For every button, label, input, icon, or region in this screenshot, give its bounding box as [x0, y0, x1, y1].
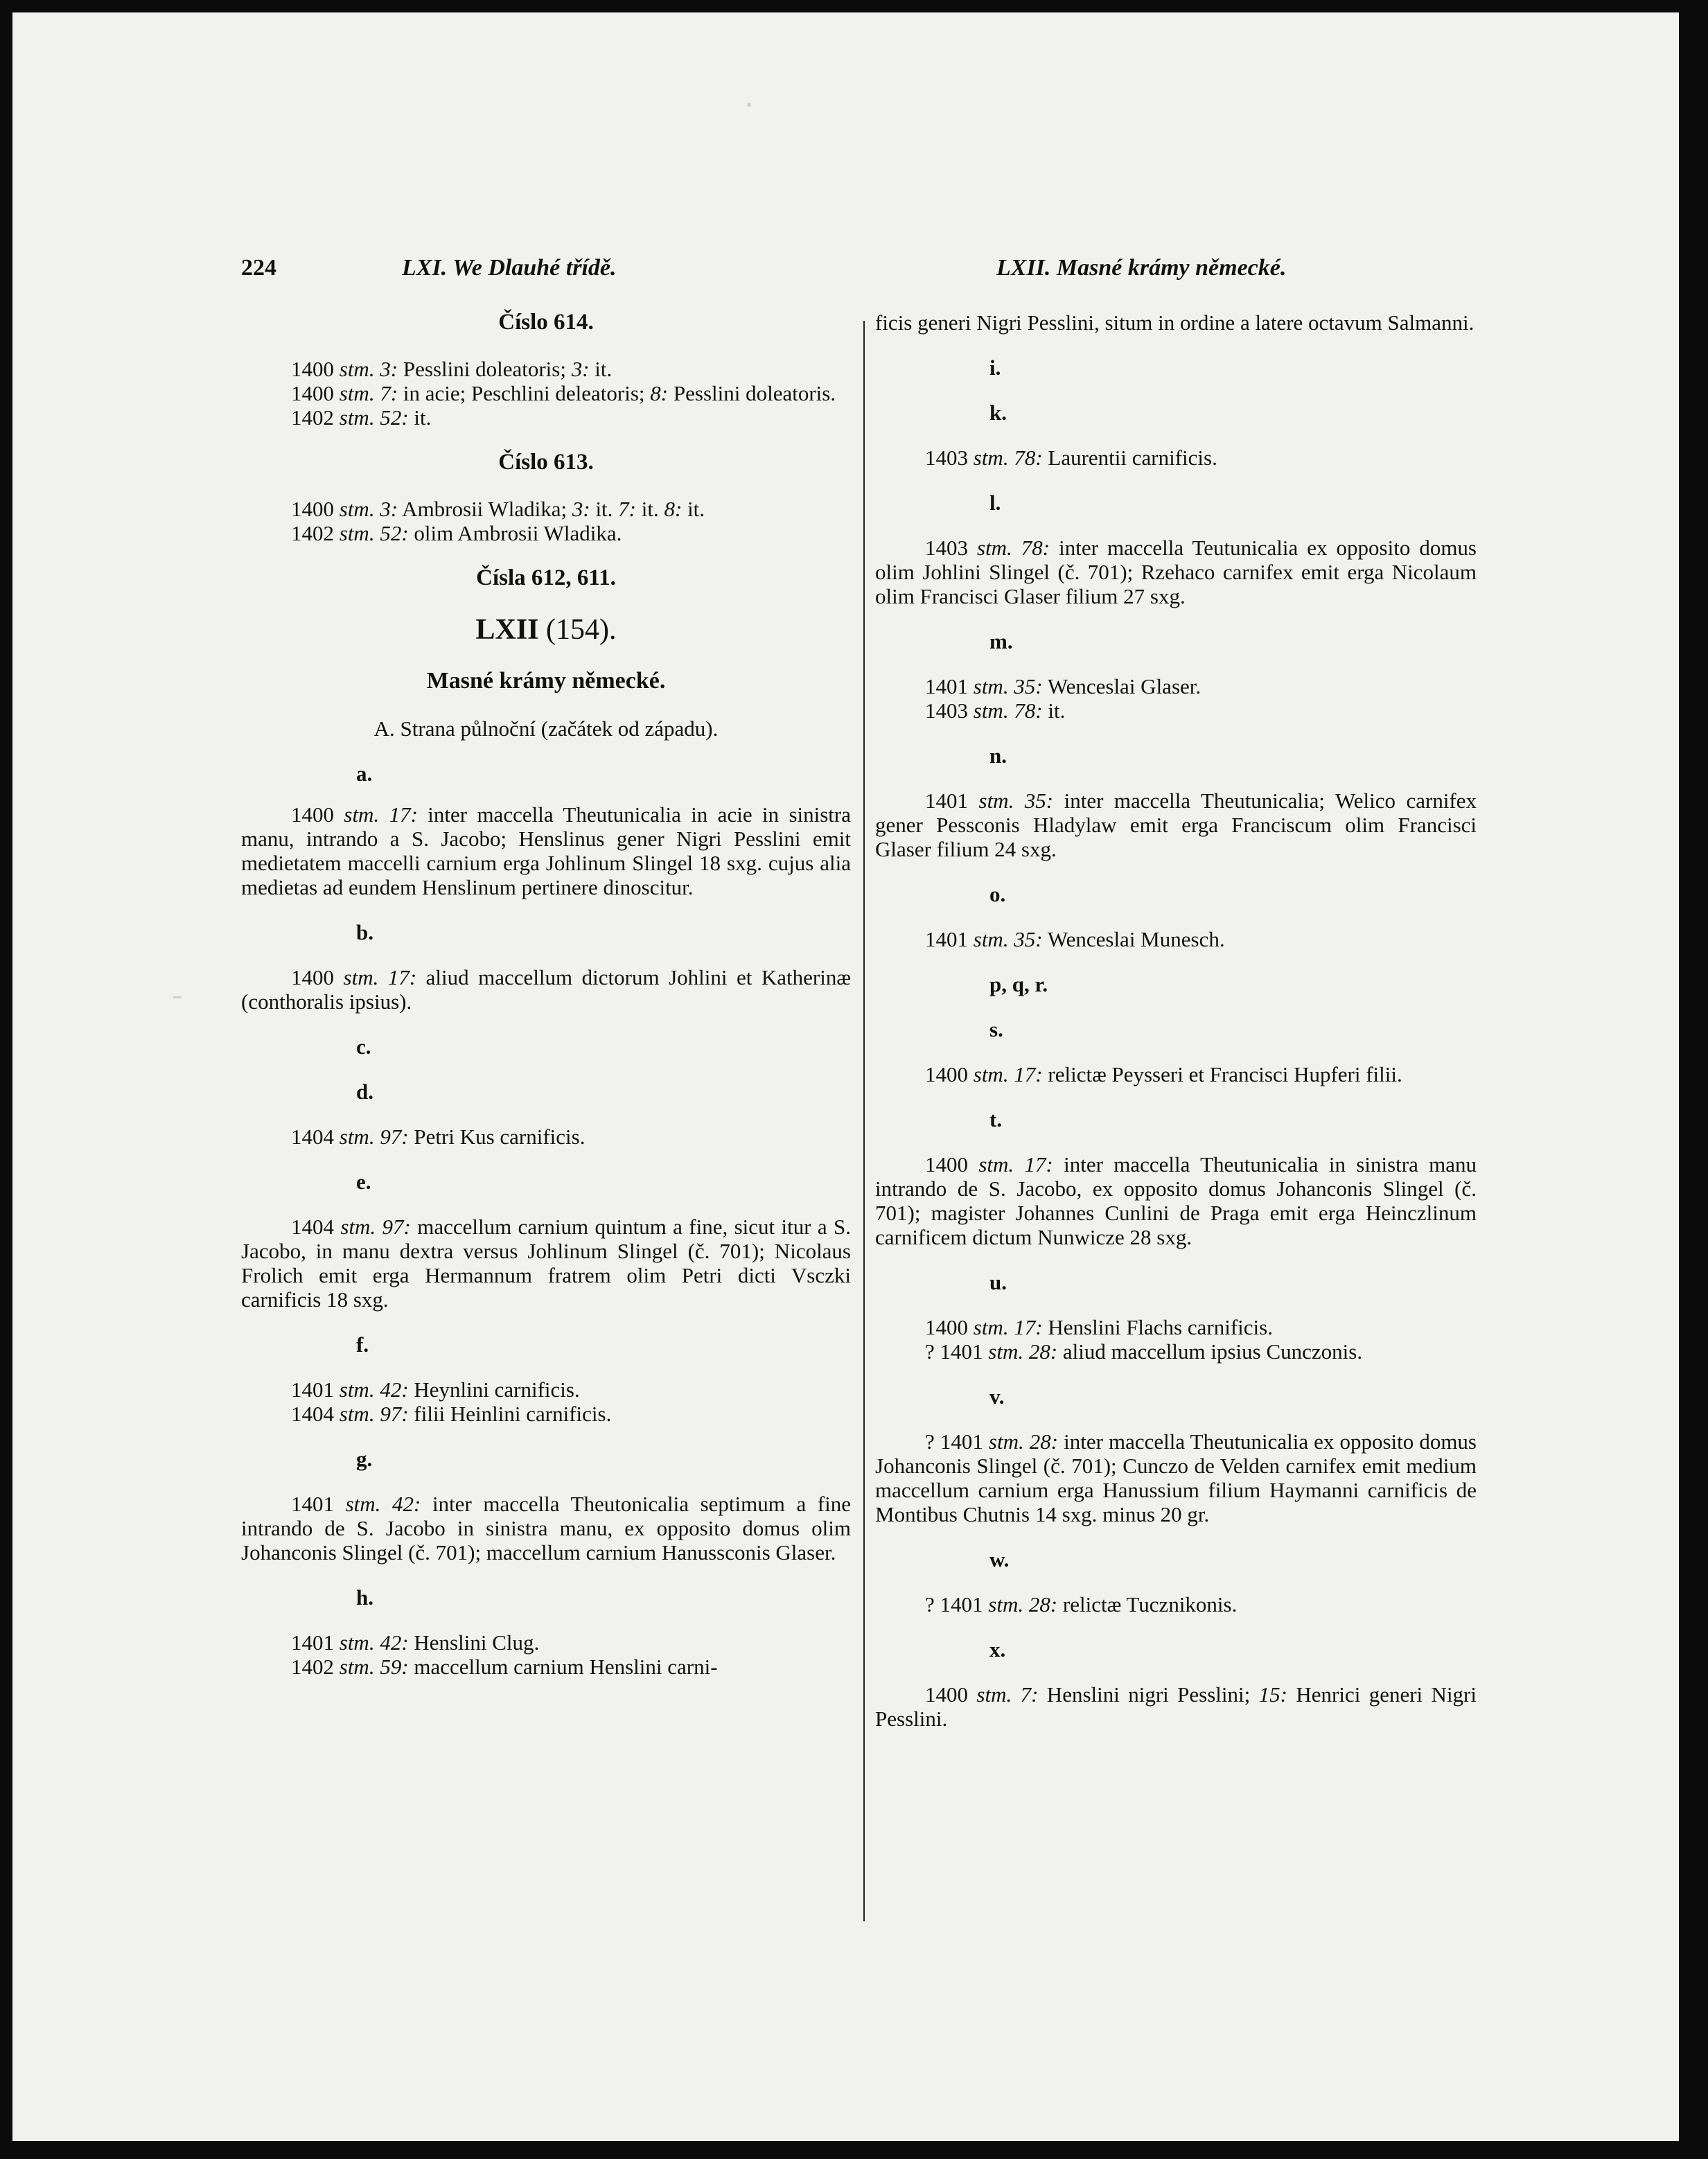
letter-n: n. — [989, 743, 1007, 768]
letter-k: k. — [989, 400, 1007, 425]
letter-v: v. — [989, 1384, 1005, 1409]
entry-v: ? 1401 stm. 28: inter maccella Theutunicalia ex opposito domus Johanconis Slingel (č. 701); Cunczo de Velden carnifex emit medium maccellum carnium erga Hanussium filium Haymanni carnificis de Montibus Chutnis 14 sxg. minus 20 gr. — [875, 1429, 1477, 1526]
letter-e: e. — [356, 1170, 371, 1194]
chapter-title: LXII (154). — [475, 614, 617, 646]
letter-f: f. — [356, 1332, 369, 1357]
scanned-page — [12, 12, 1679, 2141]
letter-t: t. — [989, 1107, 1003, 1131]
letter-u: u. — [989, 1270, 1007, 1294]
entry-a: 1400 stm. 17: inter maccella Theutunicalia in acie in sinistra manu, intrando a S. Jacobo; Henslinus gener Nigri Pesslini emit medietatem maccelli carnium erga Johlinum Slingel 18 sxg. cujus alia medietas ad eundem Henslinum pertinere dinoscitur. — [241, 802, 851, 899]
entry-o: 1401 stm. 35: Wenceslai Munesch. — [925, 927, 1225, 951]
entry-f-2: 1404 stm. 97: filii Heinlini carnificis. — [291, 1402, 612, 1426]
entry-n: 1401 stm. 35: inter maccella Theutunicalia; Welico carnifex gener Pessconis Hladylaw emit erga Franciscum olim Francisci Glaser filium 24 sxg. — [875, 788, 1477, 861]
letter-g: g. — [356, 1447, 373, 1471]
letter-o: o. — [989, 882, 1006, 906]
entry-613-1: 1400 stm. 3: Ambrosii Wladika; 3: it. 7: it. 8: it. — [291, 497, 705, 521]
entry-u-1: 1400 stm. 17: Henslini Flachs carnificis. — [925, 1315, 1273, 1339]
entry-d: 1404 stm. 97: Petri Kus carnificis. — [291, 1125, 586, 1149]
heading-cislo-613: Číslo 613. — [498, 450, 594, 475]
entry-614-1: 1400 stm. 3: Pesslini doleatoris; 3: it. — [291, 357, 613, 381]
entry-h-continued: ficis generi Nigri Pesslini, situm in ordine a latere octavum Salmanni. — [875, 310, 1474, 335]
letter-b: b. — [356, 920, 373, 944]
letter-d: d. — [356, 1080, 373, 1104]
column-divider — [863, 321, 865, 1921]
heading-cislo-614: Číslo 614. — [498, 310, 594, 335]
entry-h-1: 1401 stm. 42: Henslini Clug. — [291, 1630, 540, 1655]
page-number: 224 — [241, 255, 276, 281]
letter-p-q-r: p, q, r. — [989, 972, 1048, 996]
entry-s: 1400 stm. 17: relictæ Peysseri et Francisci Hupferi filii. — [925, 1062, 1402, 1086]
right-running-title: LXII. Masné krámy německé. — [996, 255, 1287, 281]
letter-c: c. — [356, 1034, 371, 1059]
letter-a: a. — [356, 761, 373, 786]
chapter-subtitle: Masné krámy německé. — [426, 668, 666, 694]
entry-l: 1403 stm. 78: inter maccella Teutunicalia ex opposito domus olim Johlini Slingel (č. 701); Rzehaco carnifex emit erga Nicolaum olim Francisci Glaser filium 27 sxg. — [875, 536, 1477, 608]
letter-m: m. — [989, 629, 1013, 653]
left-running-title: LXI. We Dlauhé třídě. — [402, 255, 617, 281]
entry-h-2: 1402 stm. 59: maccellum carnium Henslini carni- — [291, 1655, 718, 1679]
entry-m-2: 1403 stm. 78: it. — [925, 698, 1066, 723]
letter-s: s. — [989, 1017, 1003, 1041]
entry-b: 1400 stm. 17: aliud maccellum dictorum Johlini et Katherinæ (conthoralis ipsius). — [241, 965, 852, 1014]
entry-m-1: 1401 stm. 35: Wenceslai Glaser. — [925, 674, 1201, 698]
running-header — [241, 255, 1419, 290]
entry-g: 1401 stm. 42: inter maccella Theutonicalia septimum a fine intrando de S. Jacobo in sinistra manu, ex opposito domus olim Johanconis Slingel (č. 701); maccellum carnium Hanussconis Glaser. — [241, 1492, 852, 1565]
entry-t: 1400 stm. 17: inter maccella Theutunicalia in sinistra manu intrando de S. Jacobo, ex opposito domus Johanconis Slingel (č. 701); magister Johannes Cunlini de Praga emit erga Heinczlinum carnificem dictum Nunwicze 28 sxg. — [875, 1152, 1477, 1249]
letter-w: w. — [989, 1547, 1010, 1571]
letter-x: x. — [989, 1637, 1006, 1662]
letter-l: l. — [989, 491, 1001, 515]
entry-f-1: 1401 stm. 42: Heynlini carnificis. — [291, 1377, 580, 1402]
letter-h: h. — [356, 1585, 373, 1610]
entry-613-2: 1402 stm. 52: olim Ambrosii Wladika. — [291, 521, 622, 545]
heading-cisla-612-611: Čísla 612, 611. — [476, 565, 616, 590]
entry-u-2: ? 1401 stm. 28: aliud maccellum ipsius Cunczonis. — [925, 1339, 1363, 1364]
letter-i: i. — [989, 355, 1001, 380]
entry-614-3: 1402 stm. 52: it. — [291, 405, 432, 430]
right-column — [875, 310, 1477, 1731]
scan-speck — [747, 103, 751, 107]
section-heading: A. Strana půlnoční (začátek od západu). — [373, 716, 719, 741]
entry-k: 1403 stm. 78: Laurentii carnificis. — [925, 446, 1217, 470]
entry-w: ? 1401 stm. 28: relictæ Tucznikonis. — [925, 1592, 1238, 1616]
scan-speck — [173, 996, 182, 998]
entry-x: 1400 stm. 7: Henslini nigri Pesslini; 15: Henrici generi Nigri Pesslini. — [875, 1682, 1477, 1731]
entry-614-2: 1400 stm. 7: in acie; Peschlini deleatoris; 8: Pesslini doleatoris. — [291, 381, 836, 405]
entry-e: 1404 stm. 97: maccellum carnium quintum a fine, sicut itur a S. Jacobo, in manu dextra versus Johlinum Slingel (č. 701); Nicolaus Frolich emit erga Hermannum fratrem olim Petri dicti Vsczki carnificis 18 sxg. — [241, 1215, 852, 1312]
left-column — [241, 310, 851, 1679]
